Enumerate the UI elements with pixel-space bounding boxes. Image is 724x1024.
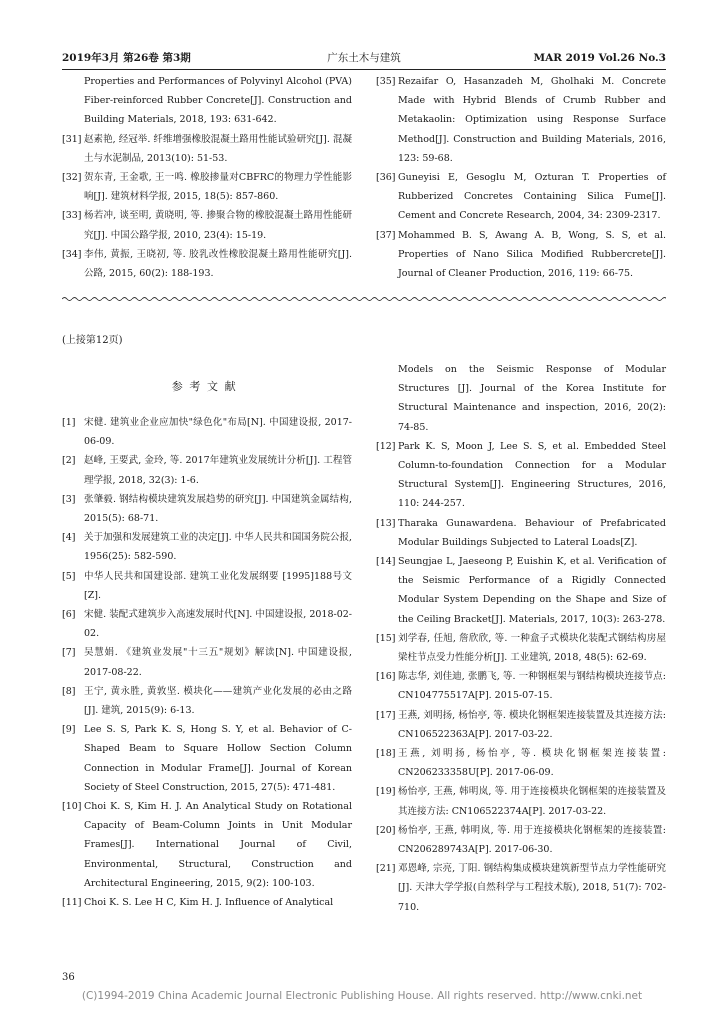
running-header	[62, 50, 666, 66]
reference-item: [19] 杨怡亭, 王燕, 韩明岚, 等. 用于连接模块化钢框架的连接装置及其连接方法: CN106522374A[P]. 2017-03-22.	[376, 786, 666, 817]
reference-item: [17] 王燕, 刘明扬, 杨怡亭, 等. 模块化钢框架连接装置及其连接方法: CN106522363A[P]. 2017-03-22.	[376, 709, 666, 740]
reference-item: [35] Rezaifar O, Hasanzadeh M, Gholhaki M. Concrete Made with Hybrid Blends of Crumb Rubber and Metakaolin: Optimization using Response Surface Method[J]. Construction and Building Materials, 2016, 123: 59-68.	[376, 76, 666, 164]
reference-item: [11] Choi K. S. Lee H C, Kim H. J. Influence of Analytical	[62, 897, 334, 909]
issue-info-en: MAR 2019 Vol.26 No.3	[533, 52, 666, 64]
reference-list-bottom-left	[62, 413, 352, 912]
reference-item: [10] Choi K. S, Kim H. J. An Analytical Study on Rotational Capacity of Beam-Column Joints in Unit Modular Frames[J]. International Journal of Civil, Environmental, Structural, Construction and Architectural Engineering, 2015, 9(2): 100-103.	[62, 801, 352, 889]
reference-list-top-right	[376, 72, 666, 283]
reference-item: [32] 贺东青, 王金歌, 王一鸣. 橡胶掺量对CBFRC的物理力学性能影响[J]. 建筑材料学报, 2015, 18(5): 857-860.	[62, 172, 352, 203]
reference-item: [2] 赵峰, 王要武, 金玲, 等. 2017年建筑业发展统计分析[J]. 工程管理学报, 2018, 32(3): 1-6.	[62, 455, 352, 486]
reference-item: [9] Lee S. S, Park K. S, Hong S. Y, et al. Behavior of C-Shaped Beam to Square Hollow Section Column Connection in Modular Frame[J]. Journal of Korean Society of Steel Construction, 2015, 27(5): 471-481.	[62, 724, 352, 793]
references-heading: 参考文献	[171, 380, 243, 393]
reference-item: [33] 杨若冲, 谈至明, 黄晓明, 等. 掺聚合物的橡胶混凝土路用性能研究[J]. 中国公路学报, 2010, 23(4): 15-19.	[62, 210, 352, 241]
page-number: 36	[62, 972, 75, 983]
reference-item: [13] Tharaka Gunawardena. Behaviour of Prefabricated Modular Buildings Subjected to Lateral Loads[Z].	[376, 517, 666, 548]
reference-item: [12] Park K. S, Moon J, Lee S. S, et al. Embedded Steel Column-to-foundation Connection for a Modular Structural System[J]. Engineering Structures, 2016, 110: 244-257.	[376, 440, 666, 510]
wavy-divider	[62, 296, 666, 302]
reference-item: Models on the Seismic Response of Modular Structures [J]. Journal of the Korea Institute for Structural Maintenance and inspection, 2016, 20(2): 74-85.	[398, 364, 666, 433]
reference-item: [20] 杨怡亭, 王燕, 韩明岚, 等. 用于连接模块化钢框架的连接装置: CN206289743A[P]. 2017-06-30.	[376, 824, 666, 856]
reference-item: [36] Guneyisi E, Gesoglu M, Ozturan T. Properties of Rubberized Concretes Containing Silica Fume[J]. Cement and Concrete Research, 2004, 34: 2309-2317.	[376, 172, 666, 222]
reference-list-top-left	[62, 72, 352, 283]
reference-item: [1] 宋健. 建筑业企业应加快"绿色化"布局[N]. 中国建设报, 2017-06-09.	[62, 417, 352, 448]
reference-item: [31] 赵素艳, 经冠举. 纤维增强橡胶混凝土路用性能试验研究[J]. 混凝土与水泥制品, 2013(10): 51-53.	[62, 133, 352, 164]
reference-item: Properties and Performances of Polyvinyl Alcohol (PVA) Fiber-reinforced Rubber Concrete[J]. Construction and Building Materials, 2018, 193: 631-642.	[84, 76, 352, 126]
reference-item: [4] 关于加强和发展建筑工业的决定[J]. 中华人民共和国国务院公报, 1956(25): 582-590.	[62, 532, 352, 563]
reference-item: [14] Seungjae L, Jaeseong P, Euishin K, et al. Verification of the Seismic Performance of a Rigidly Connected Modular System Depending on the Shape and Size of the Ceiling Bracket[J]. Materials, 2017, 10(3): 263-278.	[376, 556, 666, 625]
reference-item: [5] 中华人民共和国建设部. 建筑工业化发展纲要 [1995]188号文[Z].	[62, 570, 352, 601]
header-rule	[62, 69, 666, 70]
continued-from-note: (上接第12页)	[62, 335, 123, 346]
reference-item: [34] 李伟, 黄振, 王晓初, 等. 胶乳改性橡胶混凝土路用性能研究[J]. 公路, 2015, 60(2): 188-193.	[62, 248, 352, 280]
reference-item: [18] 王燕, 刘明扬, 杨怡亭, 等. 模块化钢框架连接装置: CN206233358U[P]. 2017-06-09.	[376, 748, 666, 779]
issue-info: 2019年3月 第26卷 第3期	[62, 52, 191, 64]
reference-item: [16] 陈志华, 刘佳迪, 张鹏飞, 等. 一种钢框架与钢结构模块连接节点: CN104775517A[P]. 2015-07-15.	[376, 671, 666, 702]
reference-item: [3] 张肇毅. 钢结构模块建筑发展趋势的研究[J]. 中国建筑金属结构, 2015(5): 68-71.	[62, 493, 352, 525]
copyright-watermark: (C)1994-2019 China Academic Journal Electronic Publishing House. All rights reserved. http://www.cnki.net	[81, 990, 643, 1002]
reference-item: [7] 吴慧娟. 《建筑业发展"十三五"规划》解读[N]. 中国建设报, 2017-08-22.	[62, 647, 352, 678]
journal-title: 广东土木与建筑	[327, 52, 401, 64]
reference-item: [6] 宋健. 装配式建筑步入高速发展时代[N]. 中国建设报, 2018-02-02.	[62, 609, 352, 640]
reference-item: [8] 王宁, 黄永胜, 黄敦坚. 模块化——建筑产业化发展的必由之路[J]. 建筑, 2015(9): 6-13.	[62, 685, 352, 717]
reference-item: [21] 邓恩峰, 宗亮, 丁阳. 钢结构集成模块建筑新型节点力学性能研究[J]. 天津大学学报(自然科学与工程技术版), 2018, 51(7): 702-710.	[376, 863, 666, 913]
reference-item: [15] 刘学春, 任旭, 詹欣欣, 等. 一种盒子式模块化装配式钢结构房屋梁柱节点受力性能分析[J]. 工业建筑, 2018, 48(5): 62-69.	[376, 632, 666, 664]
reference-item: [37] Mohammed B. S, Awang A. B, Wong, S. S, et al. Properties of Nano Silica Modified Rubbercrete[J]. Journal of Cleaner Production, 2016, 119: 66-75.	[376, 229, 666, 280]
reference-list-bottom-right	[376, 360, 666, 917]
